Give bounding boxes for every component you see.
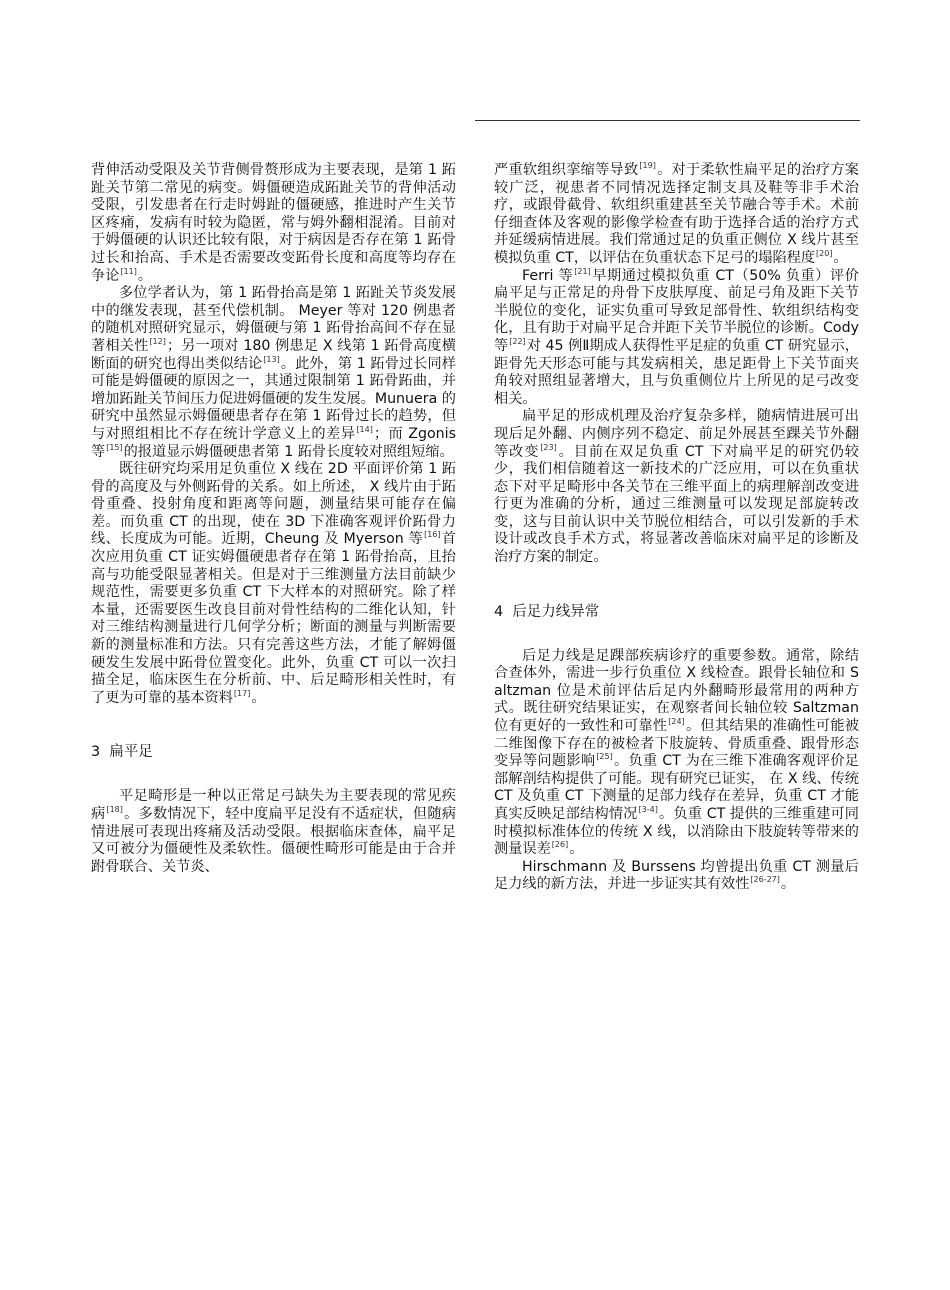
paragraph-text: 。负重 CT 为在三维下准确客观评价足部解剖结构提供了可能。现有研究已证实， 在 X 线、传统 CT 及负重 CT 下测量的足部力线存在差异，负重 CT 才能真实反映足部结构情况 bbox=[494, 753, 859, 822]
paragraph-hirschmann-burssens bbox=[494, 859, 859, 894]
paragraph-ferri-study bbox=[494, 268, 859, 409]
citation: [14] bbox=[356, 424, 373, 434]
paragraph-text: 。对于柔软性扁平足的治疗方案较广泛，视患者不同情况选择定制支具及鞋等非手术治疗，或跟骨截骨、软组织重建甚至关节融合等手术。术前仔细查体及客观的影像学检查有助于选择合适的治疗方式并延缓病情进展。我们常通过足的负重正侧位 X 线片甚至模拟负重 CT，以评估在负重状态下足弓的塌陷程度 bbox=[494, 162, 859, 266]
citation: [16] bbox=[424, 530, 441, 540]
paragraph-text: 。 bbox=[833, 249, 848, 266]
paragraph-weight-bearing-ct bbox=[91, 461, 456, 707]
citation: [26] bbox=[551, 840, 569, 850]
paragraph-flatfoot-mechanism bbox=[494, 408, 859, 566]
paragraph-flatfoot-treatment bbox=[494, 162, 859, 268]
citation: [3-4] bbox=[638, 805, 658, 814]
paragraph-text: 。目前在双足负重 CT 下对扁平足的研究仍较少，我们相信随着这一新技术的广泛应用，可以在负重状态下对平足畸形中各关节在三维平面上的病理解剖改变进行更为准确的分析，通过三维测量可以发现足部旋转改变，这与目前认识中关节脱位相结合，可以引发新的手术设计或改良手术方式，将显著改善临床对扁平足的诊断及治疗方案的制定。 bbox=[494, 443, 859, 566]
citation: [13] bbox=[263, 354, 280, 364]
citation: [19] bbox=[639, 161, 656, 170]
paragraph-text: Ferri 等 bbox=[522, 267, 574, 284]
citation: [18] bbox=[106, 805, 123, 814]
citation: [23] bbox=[540, 442, 557, 452]
paragraph-flatfoot-intro bbox=[91, 788, 456, 876]
paragraph-metatarsal-elevation bbox=[91, 285, 456, 461]
section-number: 3 bbox=[91, 744, 101, 761]
paragraph-text: 对 45 例Ⅱ期成人获得性平足症的负重 CT 研究显示，距骨先天形态可能与其发病相关，患足距骨上下关节面夹角较对照组显著增大，且与负重侧位片上所见的足弓改变相关。 bbox=[494, 337, 859, 407]
paragraph-text: 背伸活动受限及关节背侧骨赘形成为主要表现，是第 1 跖趾关节第二常见的病变。姆僵硬造成跖趾关节的背伸活动受限，引发患者在行走时姆趾的僵硬感，推进时产生关节区疼痛，发病有时较为隐匿，常与姆外翻相混淆。目前对于姆僵硬的认识还比较有限，对于病因是否存在第 1 跖骨过长和抬高、手术是否需要改变跖骨长度和高度等均存在争论 bbox=[91, 162, 456, 284]
right-column bbox=[494, 162, 859, 894]
paragraph-text: 多位学者认为，第 1 跖骨抬高是第 1 跖趾关节炎发展中的继发表现，甚至代偿机制。 Meyer 等对 120 例患者的随机对照研究显示，姆僵硬与第 1 跖骨抬高间不存在显著相关性 bbox=[91, 285, 456, 354]
paragraph-text: 。负重 CT 提供的三维重建可同时模拟标准体位的传统 X 线，以消除由下肢旋转等带来的测量误差 bbox=[494, 806, 859, 858]
paragraph-text: 。 bbox=[569, 841, 584, 858]
citation: [22] bbox=[509, 336, 526, 346]
section-heading-hindfoot-alignment bbox=[494, 603, 859, 621]
section-title: 扁平足 bbox=[109, 744, 153, 761]
paragraph-text: 。 bbox=[137, 267, 153, 284]
citation: [17] bbox=[233, 688, 251, 698]
paragraph-text: 早期通过模拟负重 CT（50% 负重）评价扁平足与正常足的舟骨下皮肤厚度、前足弓角及距下关节半脱位的变化，证实负重可导致足部骨性、软组织结构变化，且有助于对扁平足合并距下关节半脱位的诊断。Cody 等 bbox=[494, 267, 859, 354]
header-rule bbox=[475, 120, 860, 121]
paragraph-text: 既往研究均采用足负重位 X 线在 2D 平面评价第 1 跖骨的高度及与外侧跖骨的关系。如上所述， X 线片由于跖骨重叠、投射角度和距离等问题，测量结果可能存在偏差。而负重 CT 的出现，使在 3D 下准确客观评价跖骨力线、长度成为可能。近期，Cheung 及 Myerson 等 bbox=[91, 461, 456, 548]
left-column bbox=[91, 162, 456, 876]
paragraph-text: 。此外，第 1 跖骨过长同样可能是姆僵硬的原因之一，其通过限制第 1 跖骨跖曲，并增加跖趾关节间压力促进姆僵硬的发生发展。Munuera 的研究中虽然显示姆僵硬患者存在第 1 跖骨过长的趋势，但与对照组相比不存在统计学意义上的差异 bbox=[91, 355, 456, 442]
citation: [25] bbox=[596, 752, 613, 762]
paragraph-text: ；而 Zgonis 等 bbox=[91, 425, 456, 460]
section-title: 后足力线异常 bbox=[512, 603, 600, 620]
paragraph-text: 首次应用负重 CT 证实姆僵硬患者存在第 1 跖骨抬高，且抬高与功能受限显著相关。但是对于三维测量方法目前缺少规范性，需要更多负重 CT 下大样本的对照研究。除了样本量，还需要医生改良目前对骨性结构的二维化认知，针对三维结构测量进行几何学分析；断面的测量与判断需要新的测量标准和方法。只有完善这些方法，才能了解姆僵硬发生发展中跖骨位置变化。此外，负重 CT 可以一次扫描全足，临床医生在分析前、中、后足畸形相关性时，有了更为可靠的基本资料 bbox=[91, 531, 456, 706]
citation: [12] bbox=[149, 336, 166, 346]
paragraph-text: 后足力线是足踝部疾病诊疗的重要参数。通常，除结合查体外，需进一步行负重位 X 线检查。跟骨长轴位和 Saltzman 位是术前评估后足内外翻畸形最常用的两种方式。既往研究结果证实，在观察者间长轴位较 Saltzman 位有更好的一致性和可靠性 bbox=[494, 647, 859, 735]
paragraph-hindfoot-alignment bbox=[494, 648, 859, 859]
section-heading-flatfoot bbox=[91, 743, 456, 761]
citation: [11] bbox=[120, 266, 137, 276]
paragraph-text: 平足畸形是一种以正常足弓缺失为主要表现的常见疾病 bbox=[91, 788, 456, 822]
paragraph-hallux-rigidus-intro bbox=[91, 162, 456, 285]
paragraph-text: 的报道显示姆僵硬患者第 1 跖骨长度较对照组短缩。 bbox=[123, 443, 454, 460]
citation: [15] bbox=[106, 442, 123, 452]
paragraph-text: 扁平足的形成机理及治疗复杂多样，随病情进展可出现后足外翻、内侧序列不稳定、前足外展甚至踝关节外翻等改变 bbox=[494, 408, 859, 460]
paragraph-text: 严重软组织挛缩等导致 bbox=[494, 162, 639, 178]
paragraph-text: 。 bbox=[780, 876, 796, 893]
citation: [26-27] bbox=[750, 875, 780, 885]
section-number: 4 bbox=[494, 603, 504, 620]
paragraph-text: 。多数情况下，轻中度扁平足没有不适症状，但随病情进展可表现出疼痛及活动受限。根据临床查体，扁平足又可被分为僵硬性及柔软性。僵硬性畸形可能是由于合并跗骨联合、关节炎、 bbox=[91, 806, 456, 875]
paragraph-text: 。但其结果的准确性可能被二维图像下存在的被检者下肢旋转、骨质重叠、跟骨形态变异等问题影响 bbox=[494, 718, 859, 770]
citation: [20] bbox=[816, 248, 833, 258]
paragraph-text: ；另一项对 180 例患足 X 线第 1 跖骨高度横断面的研究也得出类似结论 bbox=[91, 337, 456, 372]
paragraph-text: Hirschmann 及 Burssens 均曾提出负重 CT 测量后足力线的新方法，并进一步证实其有效性 bbox=[494, 858, 859, 893]
citation: [24] bbox=[668, 717, 685, 727]
citation: [21] bbox=[574, 266, 591, 276]
paragraph-text: 。 bbox=[251, 689, 266, 706]
